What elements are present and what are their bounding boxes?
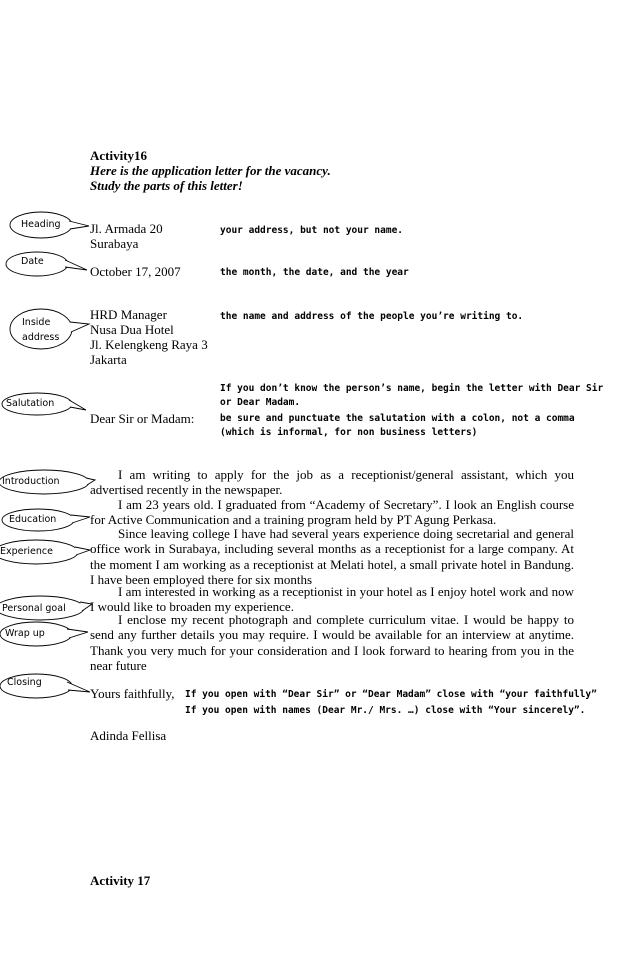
paragraph-education-text: I am 23 years old. I graduated from “Academy of Secretary”. I look an English course for Active Communication and a training program held by PT Agung Perkasa. bbox=[90, 497, 574, 528]
callout-label-address: address bbox=[22, 332, 60, 343]
note-salutation-2: or Dear Madam. bbox=[220, 397, 301, 408]
callout-heading bbox=[7, 210, 81, 240]
callout-personal-goal bbox=[0, 594, 92, 622]
note-inside-address: the name and address of the people you’re writing to. bbox=[220, 311, 524, 322]
recipient-line-3: Jl. Kelengkeng Raya 3 bbox=[90, 337, 208, 352]
callout-inside-address bbox=[7, 307, 81, 351]
paragraph-wrap-up bbox=[90, 612, 574, 674]
paragraph-introduction-text: I am writing to apply for the job as a receptionist/general assistant, which you advertised recently in the newspaper. bbox=[90, 467, 574, 498]
next-activity-title: Activity 17 bbox=[90, 873, 151, 888]
letter-closing: Yours faithfully, bbox=[90, 686, 175, 701]
callout-label-date: Date bbox=[21, 256, 44, 267]
callout-bubble-icon bbox=[7, 307, 81, 351]
note-date: the month, the date, and the year bbox=[220, 267, 409, 278]
note-closing-2: If you open with names (Dear Mr./ Mrs. …) close with “Your sincerely”. bbox=[185, 705, 586, 716]
callout-education bbox=[0, 507, 84, 533]
note-address: your address, but not your name. bbox=[220, 225, 404, 236]
callout-label-closing: Closing bbox=[7, 677, 42, 688]
note-salutation-1: If you don’t know the person’s name, begin the letter with Dear Sir bbox=[220, 383, 604, 394]
recipient-line-4: Jakarta bbox=[90, 352, 127, 367]
paragraph-wrap-up-text: I enclose my recent photograph and complete curriculum vitae. I would be happy to send any further details you may require. I would be available for an interview at anytime. Thank you very much for your consideration and I look forward to hearing from you in the near future bbox=[90, 612, 574, 674]
callout-salutation bbox=[0, 391, 80, 417]
paragraph-experience-text: Since leaving college I have had several years experience doing secretarial and general office work in Surabaya, including several months as a receptionist for a large company. At the moment I am working as a receptionist at Melati hotel, a small private hotel in Bandung. I have been employed there for six months bbox=[90, 526, 574, 588]
letter-date: October 17, 2007 bbox=[90, 264, 181, 279]
callout-label-inside: Inside bbox=[22, 317, 51, 328]
note-salutation-4: (which is informal, for non business letters) bbox=[220, 427, 478, 438]
callout-label-experience: Experience bbox=[0, 546, 53, 557]
sender-address-line-1: Jl. Armada 20 bbox=[90, 221, 163, 236]
callout-closing bbox=[0, 672, 84, 700]
paragraph-personal-goal bbox=[90, 584, 574, 615]
callout-wrap-up bbox=[0, 620, 84, 648]
sender-address-line-2: Surabaya bbox=[90, 236, 139, 251]
callout-label-personal-goal: Personal goal bbox=[2, 603, 66, 614]
letter-salutation: Dear Sir or Madam: bbox=[90, 411, 195, 426]
callout-date bbox=[3, 250, 77, 278]
recipient-line-1: HRD Manager bbox=[90, 307, 167, 322]
activity-title: Activity16 bbox=[90, 148, 148, 163]
recipient-line-2: Nusa Dua Hotel bbox=[90, 322, 174, 337]
callout-label-education: Education bbox=[9, 514, 57, 525]
callout-experience bbox=[0, 538, 84, 566]
note-closing-1: If you open with “Dear Sir” or “Dear Madam” close with “your faithfully” bbox=[185, 689, 597, 700]
note-salutation-3: be sure and punctuate the salutation with a colon, not a comma bbox=[220, 413, 575, 424]
callout-label-introduction: Introduction bbox=[2, 476, 60, 487]
callout-label-heading: Heading bbox=[21, 219, 61, 230]
activity-instruction-2: Study the parts of this letter! bbox=[90, 178, 243, 193]
signature-name: Adinda Fellisa bbox=[90, 728, 167, 743]
callout-label-salutation: Salutation bbox=[6, 398, 55, 409]
activity-instruction-1: Here is the application letter for the vacancy. bbox=[90, 163, 331, 178]
callout-label-wrap-up: Wrap up bbox=[5, 628, 45, 639]
paragraph-personal-goal-text: I am interested in working as a receptionist in your hotel as I enjoy hotel work and now I would like to broaden my experience. bbox=[90, 584, 574, 615]
paragraph-experience bbox=[90, 526, 574, 588]
callout-introduction bbox=[0, 468, 92, 496]
paragraph-introduction bbox=[90, 467, 574, 498]
paragraph-education bbox=[90, 497, 574, 528]
